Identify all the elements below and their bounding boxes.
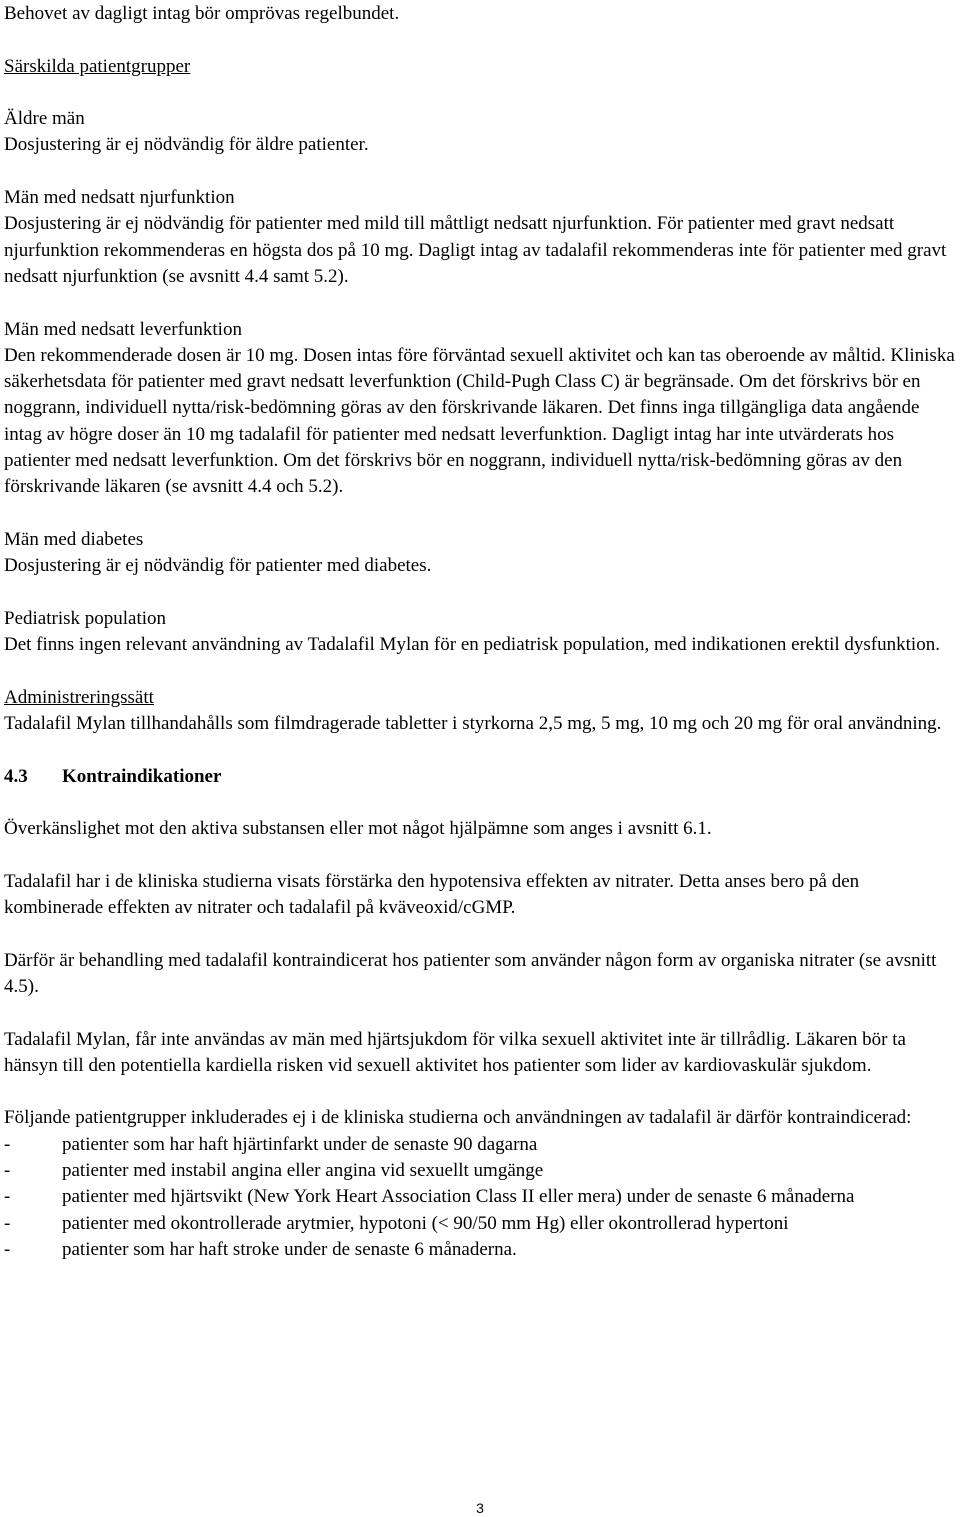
list-item [4, 1184, 956, 1210]
pediatric-title: Pediatrisk population [4, 607, 167, 629]
renal-text: Dosjustering är ej nödvändig för patienter med mild till måttligt nedsatt njurfunktion. För patienter med gravt nedsatt njurfunktion rekommenderas en högsta dos på 10 mg. Dagligt intag av tadalafil rekommenderas inte för patienter med gravt nedsatt njurfunktion (se avsnitt 4.4 samt 5.2). [4, 213, 947, 287]
administration-heading: Administreringssätt [4, 686, 154, 708]
section-title: Kontraindikationer [62, 765, 222, 787]
list-item [4, 1132, 956, 1158]
list-item-text: patienter med instabil angina eller angina vid sexuellt umgänge [62, 1160, 544, 1182]
list-item-text: patienter som har haft stroke under de senaste 6 månaderna. [62, 1238, 517, 1260]
elderly-text: Dosjustering är ej nödvändig för äldre patienter. [4, 134, 369, 156]
diabetes-text: Dosjustering är ej nödvändig för patienter med diabetes. [4, 555, 432, 577]
special-groups-heading: Särskilda patientgrupper [4, 55, 191, 77]
contraindication-paragraph: Överkänslighet mot den aktiva substansen eller mot något hjälpämne som anges i avsnitt 6.1. [4, 818, 712, 840]
elderly-title: Äldre män [4, 108, 85, 130]
list-item [4, 1211, 956, 1237]
section-number: 4.3 [4, 765, 28, 787]
list-dash: - [4, 1160, 11, 1182]
hepatic-text: Den rekommenderade dosen är 10 mg. Dosen intas före förväntad sexuell aktivitet och kan tas oberoende av måltid. Kliniska säkerhetsdata för patienter med gravt nedsatt leverfunktion (Child-Pugh Class C) är begränsade. Om det förskrivs bör en noggrann, individuell nytta/risk-bedömning göras av den förskrivande läkaren. Det finns inga tillgängliga data angående intag av högre doser än 10 mg tadalafil för patienter med nedsatt leverfunktion. Dagligt intag har inte utvärderats hos patienter med nedsatt leverfunktion. Om det förskrivs bör en noggrann, individuell nytta/risk-bedömning göras av den förskrivande läkaren (se avsnitt 4.4 och 5.2). [4, 344, 955, 498]
renal-title: Män med nedsatt njurfunktion [4, 187, 235, 209]
intro-paragraph: Behovet av dagligt intag bör omprövas regelbundet. [4, 3, 400, 24]
list-item [4, 1237, 956, 1263]
list-item [4, 1158, 956, 1184]
list-item-text: patienter med hjärtsvikt (New York Heart Association Class II eller mera) under de senaste 6 månaderna [62, 1186, 855, 1208]
list-item-text: patienter med okontrollerade arytmier, hypotoni (< 90/50 mm Hg) eller okontrollerad hypertoni [62, 1212, 789, 1234]
administration-text: Tadalafil Mylan tillhandahålls som filmdragerade tabletter i styrkorna 2,5 mg, 5 mg, 10 mg och 20 mg för oral användning. [4, 713, 942, 735]
contraindication-paragraph: Därför är behandling med tadalafil kontraindicerat hos patienter som använder någon form av organiska nitrater (se avsnitt 4.5). [4, 949, 937, 997]
contraindicated-groups-list [4, 1132, 956, 1263]
list-dash: - [4, 1238, 11, 1260]
list-dash: - [4, 1186, 11, 1208]
contraindication-paragraph: Tadalafil har i de kliniska studierna visats förstärka den hypotensiva effekten av nitrater. Detta anses bero på den kombinerade effekten av nitrater och tadalafil på kväveoxid/cGMP. [4, 870, 860, 919]
list-item-text: patienter som har haft hjärtinfarkt under de senaste 90 dagarna [62, 1133, 538, 1155]
contraindication-paragraph: Tadalafil Mylan, får inte användas av män med hjärtsjukdom för vilka sexuell aktivitet inte är tillrådlig. Läkaren bör ta hänsyn till den potentiella kardiella risken vid sexuell aktivitet hos patienter som lider av kardiovaskulär sjukdom. [4, 1028, 906, 1076]
page-number: 3 [476, 1500, 484, 1516]
list-dash: - [4, 1133, 11, 1155]
section-heading [4, 764, 956, 790]
list-intro: Följande patientgrupper inkluderades ej i de kliniska studierna och användningen av tadalafil är därför kontraindicerad: [4, 1107, 912, 1129]
list-dash: - [4, 1212, 11, 1234]
hepatic-title: Män med nedsatt leverfunktion [4, 318, 242, 340]
pediatric-text: Det finns ingen relevant användning av Tadalafil Mylan för en pediatrisk population, med indikationen erektil dysfunktion. [4, 634, 940, 656]
document-page [4, 1, 956, 1263]
diabetes-title: Män med diabetes [4, 528, 144, 550]
